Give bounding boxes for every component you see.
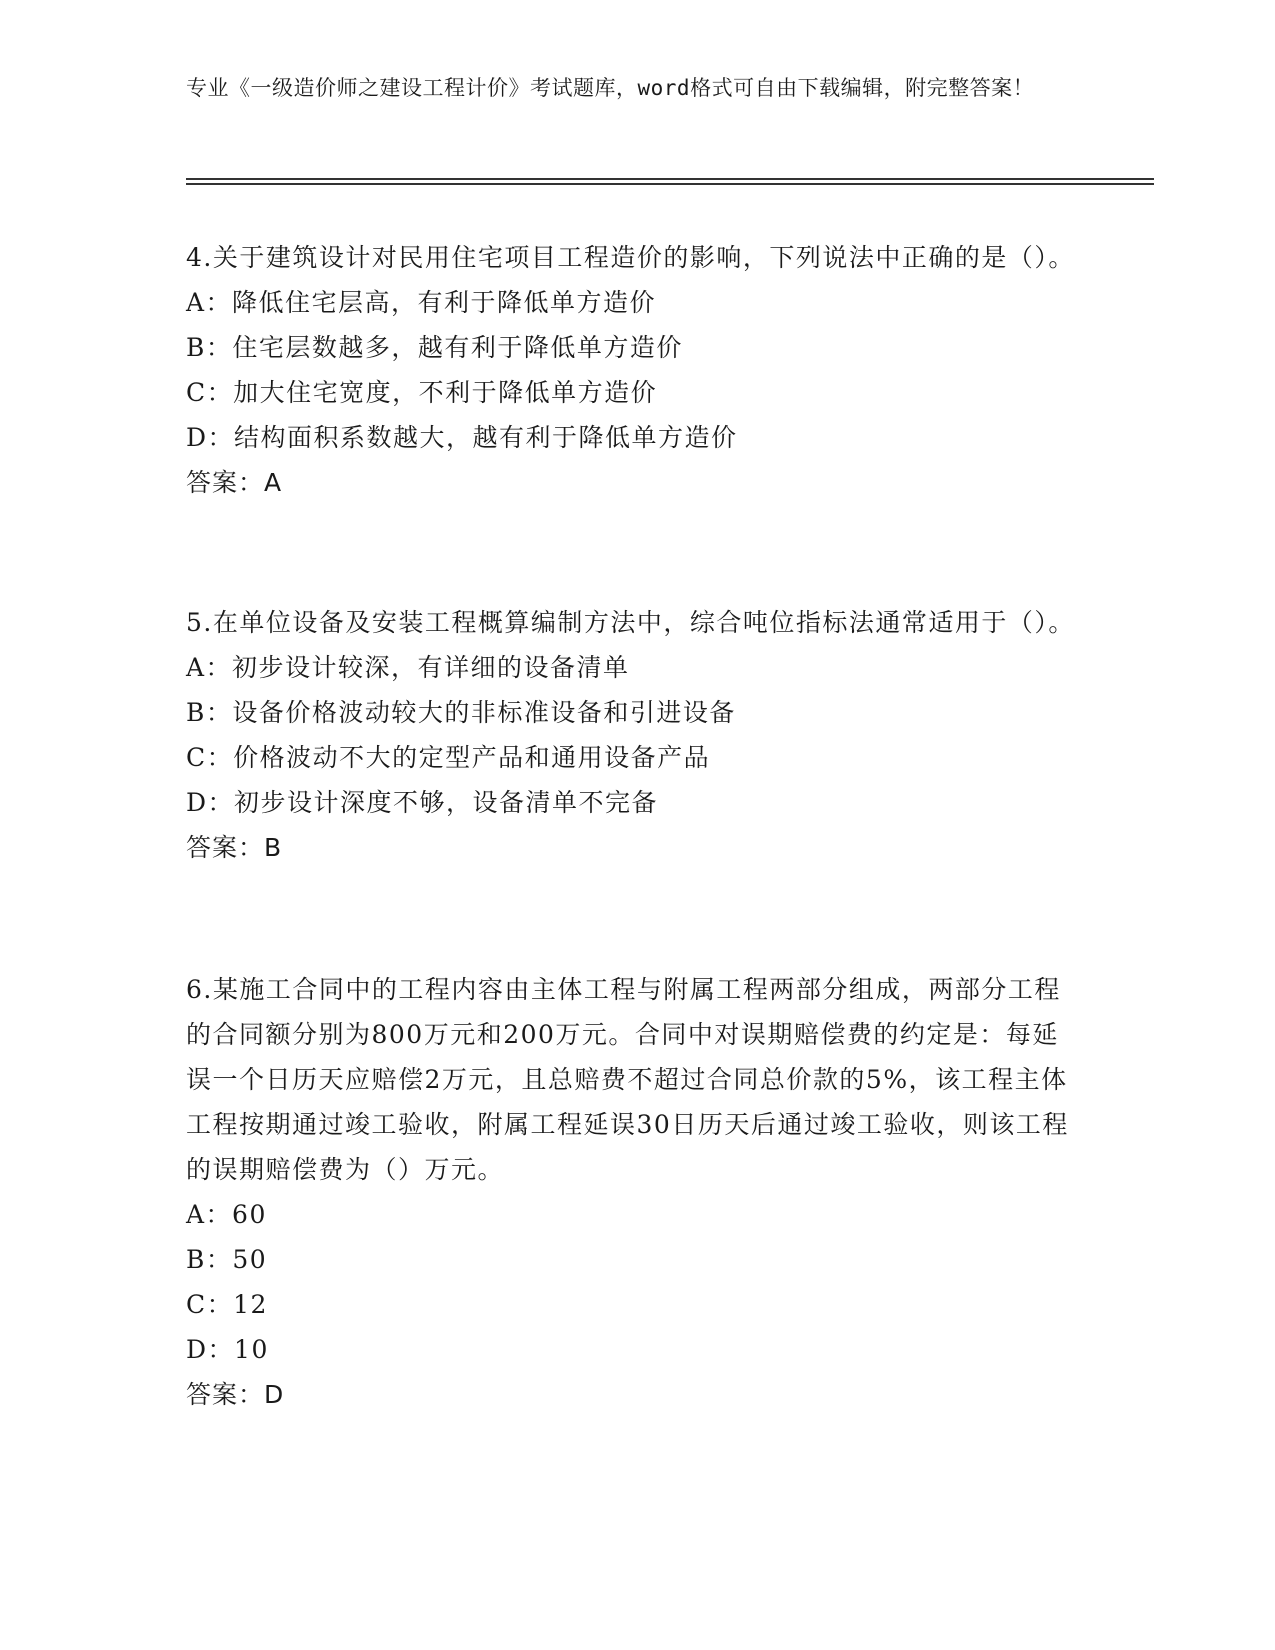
- question-5: [186, 600, 1076, 870]
- option-b: B：住宅层数越多，越有利于降低单方造价: [186, 333, 683, 362]
- option-d: D：结构面积系数越大，越有利于降低单方造价: [186, 423, 738, 452]
- option-c: C：加大住宅宽度，不利于降低单方造价: [186, 378, 658, 407]
- question-4: [186, 235, 1076, 505]
- option-a: A：降低住宅层高，有利于降低单方造价: [186, 288, 657, 317]
- answer: 答案：D: [186, 1380, 285, 1409]
- question-6: [186, 967, 1076, 1417]
- option-d: D：初步设计深度不够，设备清单不完备: [186, 788, 659, 817]
- option-b: B：50: [186, 1245, 268, 1274]
- option-b: B：设备价格波动较大的非标准设备和引进设备: [186, 698, 736, 727]
- option-c: C：12: [186, 1290, 268, 1319]
- option-a: A：初步设计较深，有详细的设备清单: [186, 653, 630, 682]
- header-divider-top: [186, 178, 1154, 180]
- option-c: C：价格波动不大的定型产品和通用设备产品: [186, 743, 711, 772]
- question-stem: 5.在单位设备及安装工程概算编制方法中，综合吨位指标法通常适用于（）。: [186, 608, 1075, 637]
- answer: 答案：B: [186, 833, 283, 862]
- document-header: 专业《一级造价师之建设工程计价》考试题库，word格式可自由下载编辑，附完整答案！: [186, 76, 1035, 100]
- answer: 答案：A: [186, 468, 283, 497]
- option-d: D：10: [186, 1335, 269, 1364]
- option-a: A：60: [186, 1200, 267, 1229]
- question-stem: 4.关于建筑设计对民用住宅项目工程造价的影响，下列说法中正确的是（）。: [186, 243, 1075, 272]
- question-stem: 6.某施工合同中的工程内容由主体工程与附属工程两部分组成，两部分工程的合同额分别为800万元和200万元。合同中对误期赔偿费的约定是：每延误一个日历天应赔偿2万元，且总赔费不超过合同总价款的5%，该工程主体工程按期通过竣工验收，附属工程延误30日历天后通过竣工验收，则该工程的误期赔偿费为（）万元。: [186, 975, 1069, 1184]
- header-divider-bottom: [186, 183, 1154, 185]
